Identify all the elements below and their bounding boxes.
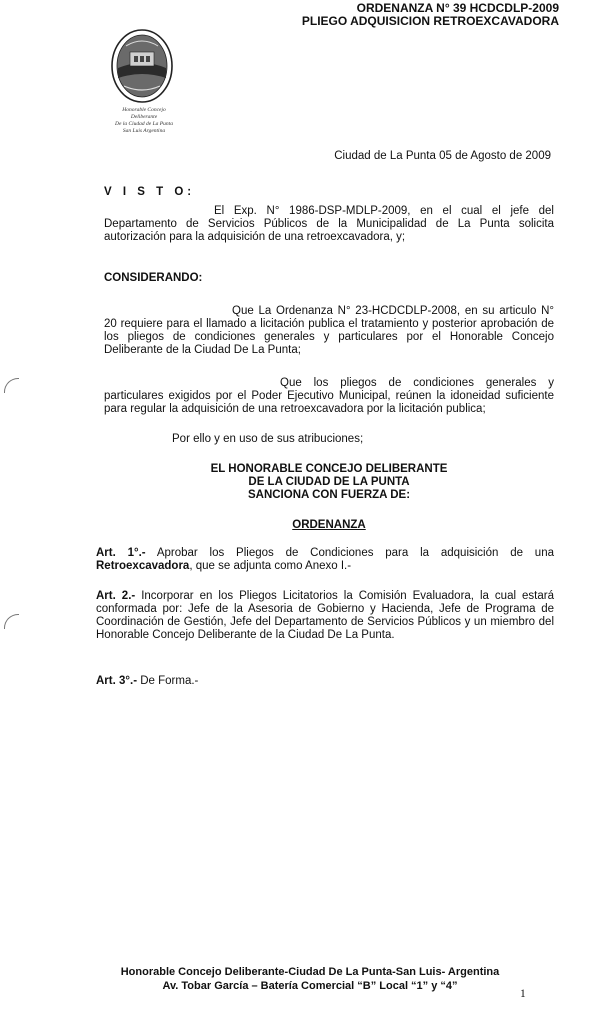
- considerando-paragraph-3: Por ello y en uso de sus atribuciones;: [172, 433, 364, 445]
- sanciona-block: EL HONORABLE CONCEJO DELIBERANTE DE LA CIUDAD DE LA PUNTA SANCIONA CON FUERZA DE:: [210, 463, 448, 501]
- binding-hole-mark: [4, 378, 19, 393]
- document-subject: PLIEGO ADQUISICION RETROEXCAVADORA: [301, 14, 559, 28]
- considerando-paragraph-1: Que La Ordenanza N° 23-HCDCDLP-2008, en su articulo N° 20 requiere para el llamado a licitación publica el tratamiento y posterior aprobación de los pliegos de condiciones generales y particulares por el Honorable Concejo Deliberante de la Ciudad De La Punta;: [104, 305, 554, 356]
- council-seal-logo: [104, 28, 180, 104]
- article-3-label: Art. 3°.-: [96, 675, 138, 687]
- article-2: Art. 2.- Incorporar en los Pliegos Licitatorios la Comisión Evaluadora, la cual estará conformada por: Jefe de la Asesoria de Gobierno y Hacienda, Jefe de Programa de Coordinación de Gestión, Jefe del Departamento de Servicios Públicos y un miembro del Honorable Concejo Deliberante de la Ciudad De La Punta.: [96, 590, 554, 641]
- article-3: Art. 3°.- De Forma.-: [96, 675, 199, 687]
- visto-paragraph: El Exp. N° 1986-DSP-MDLP-2009, en el cual el jefe del Departamento de Servicios Públicos de la Municipalidad de La Punta solicita autorización para la adquisición de una retroexcavadora, y;: [104, 205, 554, 243]
- date-line: Ciudad de La Punta 05 de Agosto de 2009: [334, 150, 551, 162]
- footer-institution: Honorable Concejo Deliberante-Ciudad De La Punta-San Luis- Argentina: [120, 966, 500, 978]
- footer-address: Av. Tobar García – Batería Comercial “B” Local “1” y “4”: [162, 980, 458, 992]
- article-2-label: Art. 2.-: [96, 590, 136, 602]
- binding-hole-mark: [4, 614, 19, 629]
- visto-heading: V I S T O:: [104, 186, 196, 198]
- ordenanza-title: ORDENANZA: [292, 519, 366, 531]
- article-1: Art. 1°.- Aprobar los Pliegos de Condiciones para la adquisición de una Retroexcavadora, que se adjunta como Anexo I.-: [96, 547, 554, 572]
- considerando-paragraph-2: Que los pliegos de condiciones generales y particulares exigidos por el Poder Ejecutivo Municipal, reúnen la idoneidad suficiente para regular la adquisición de una retroexcavadora por la licitación publica;: [104, 377, 554, 415]
- seal-caption: Honorable Concejo Deliberante De la Ciudad de La Punta San Luis Argentina: [115, 107, 173, 134]
- considerando-heading: CONSIDERANDO:: [104, 272, 203, 284]
- ordinance-number: ORDENANZA N° 39 HCDCDLP-2009: [356, 1, 559, 15]
- article-1-label: Art. 1°.-: [96, 547, 146, 559]
- page-number: 1: [520, 988, 526, 1000]
